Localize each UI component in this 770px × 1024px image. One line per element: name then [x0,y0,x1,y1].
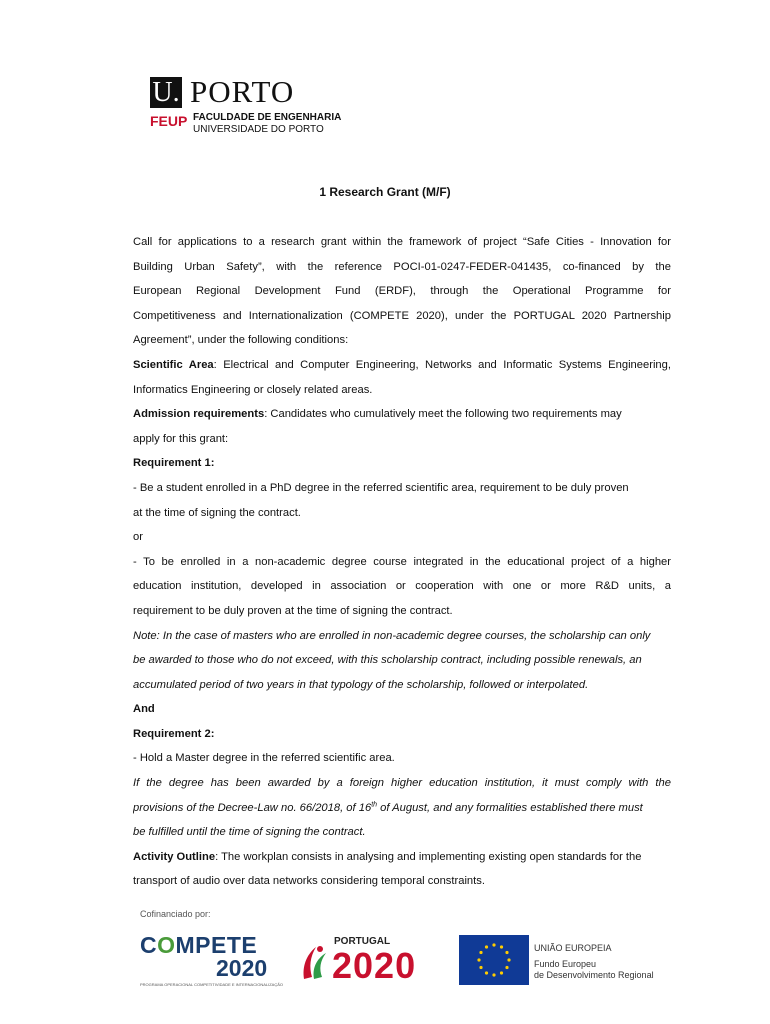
eu-erdf-logo [459,935,659,990]
scientific-area-line [133,353,671,378]
logo-faculty: FACULDADE DE ENGENHARIA [193,112,342,123]
body-line: Agreement”, under the following conditions: [133,334,349,347]
scientific-area-label: Scientific Area [133,358,214,371]
compete-year: 2020 [216,955,268,981]
or-line: or [133,531,143,544]
page-title: 1 Research Grant (M/F) [319,185,451,199]
compete-mpete: MPETE [175,932,258,958]
eu-union-label: UNIÃO EUROPEIA [534,943,612,953]
decree-law-text-a: provisions of the Decree-Law no. 66/2018, of 16 [133,801,372,814]
uporto-feup-logo [150,74,350,137]
admission-label: Admission requirements [133,408,265,421]
body-line: at the time of signing the contract. [133,506,301,519]
body-line: apply for this grant: [133,432,229,445]
funding-footer [0,905,770,1005]
decree-law-sup: th [371,800,378,808]
activity-outline-label: Activity Outline [133,850,216,863]
admission-line [133,402,671,427]
scientific-area-text: : Electrical and Computer Engineering, Networks and Informatic Systems Engineering, [213,358,671,371]
logo-u: U. [152,77,180,108]
eu-fund-label-2: de Desenvolvimento Regional [534,970,654,980]
body-line: transport of audio over data networks considering temporal constraints. [133,875,485,888]
logo-feup: FEUP [150,113,188,129]
note-line: accumulated period of two years in that typology of the scholarship, followed or interpolated. [133,678,589,691]
body-line: - Hold a Master degree in the referred scientific area. [133,752,395,765]
body-line: - Be a student enrolled in a PhD degree in the referred scientific area, requirement to be duly proven [133,481,629,494]
eu-stars-icon [459,935,529,985]
cofinanced-label: Cofinanciado por: [140,909,211,919]
body-line: - To be enrolled in a non-academic degree course integrated in the educational project of a higher [133,555,671,568]
note-line: be awarded to those who do not exceed, with this scholarship contract, including possible renewals, an [133,654,642,667]
activity-outline-text: : The workplan consists in analysing and implementing existing open standards for the [215,850,642,863]
portugal-2020-logo [300,935,435,990]
requirement-2-heading: Requirement 2: [133,727,215,740]
document-body [133,230,671,894]
portugal-year: 2020 [332,945,417,986]
compete-subtitle: PROGRAMA OPERACIONAL COMPETITIVIDADE E INTERNACIONALIZAÇÃO [140,982,283,987]
portugal-label: PORTUGAL [334,936,391,947]
decree-law-line [133,796,671,821]
body-line: Informatics Engineering or closely related areas. [133,383,373,396]
foreign-degree-line: If the degree has been awarded by a foreign higher education institution, it must comply with the [133,777,671,790]
logo-university: UNIVERSIDADE DO PORTO [193,124,324,135]
body-line: Building Urban Safety”, with the reference POCI-01-0247-FEDER-041435, co-financed by the [133,260,671,273]
and-line: And [133,703,155,716]
compete-word [140,933,280,957]
decree-law-text-b: of August, and any formalities established there must [377,801,643,814]
compete-2020-logo [140,932,283,993]
activity-outline-line [133,845,671,870]
eu-fund-label: Fundo Europeu [534,959,597,969]
eu-flag-icon [459,935,529,985]
note-line: Note: In the case of masters who are enrolled in non-academic degree courses, the scholarship can only [133,629,651,642]
u-letter-box [150,77,182,108]
body-line: Call for applications to a research grant within the framework of project “Safe Cities - Innovation for [133,236,671,248]
admission-text: : Candidates who cumulatively meet the following two requirements may [264,408,622,421]
foreign-degree-line: be fulfilled until the time of signing the contract. [133,826,366,839]
compete-o: O [157,932,176,958]
body-line: European Regional Development Fund (ERDF), through the Operational Programme for [133,285,671,298]
portugal-2020-mark-icon [300,941,330,983]
body-line: requirement to be duly proven at the time of signing the contract. [133,604,453,617]
logo-porto: PORTO [190,74,295,109]
requirement-1-heading: Requirement 1: [133,457,215,470]
compete-c: C [140,932,158,958]
body-line: education institution, developed in association or cooperation with one or more R&D units, a [133,580,671,593]
body-line: Competitiveness and Internationalization (COMPETE 2020), under the PORTUGAL 2020 Partnership [133,309,671,322]
